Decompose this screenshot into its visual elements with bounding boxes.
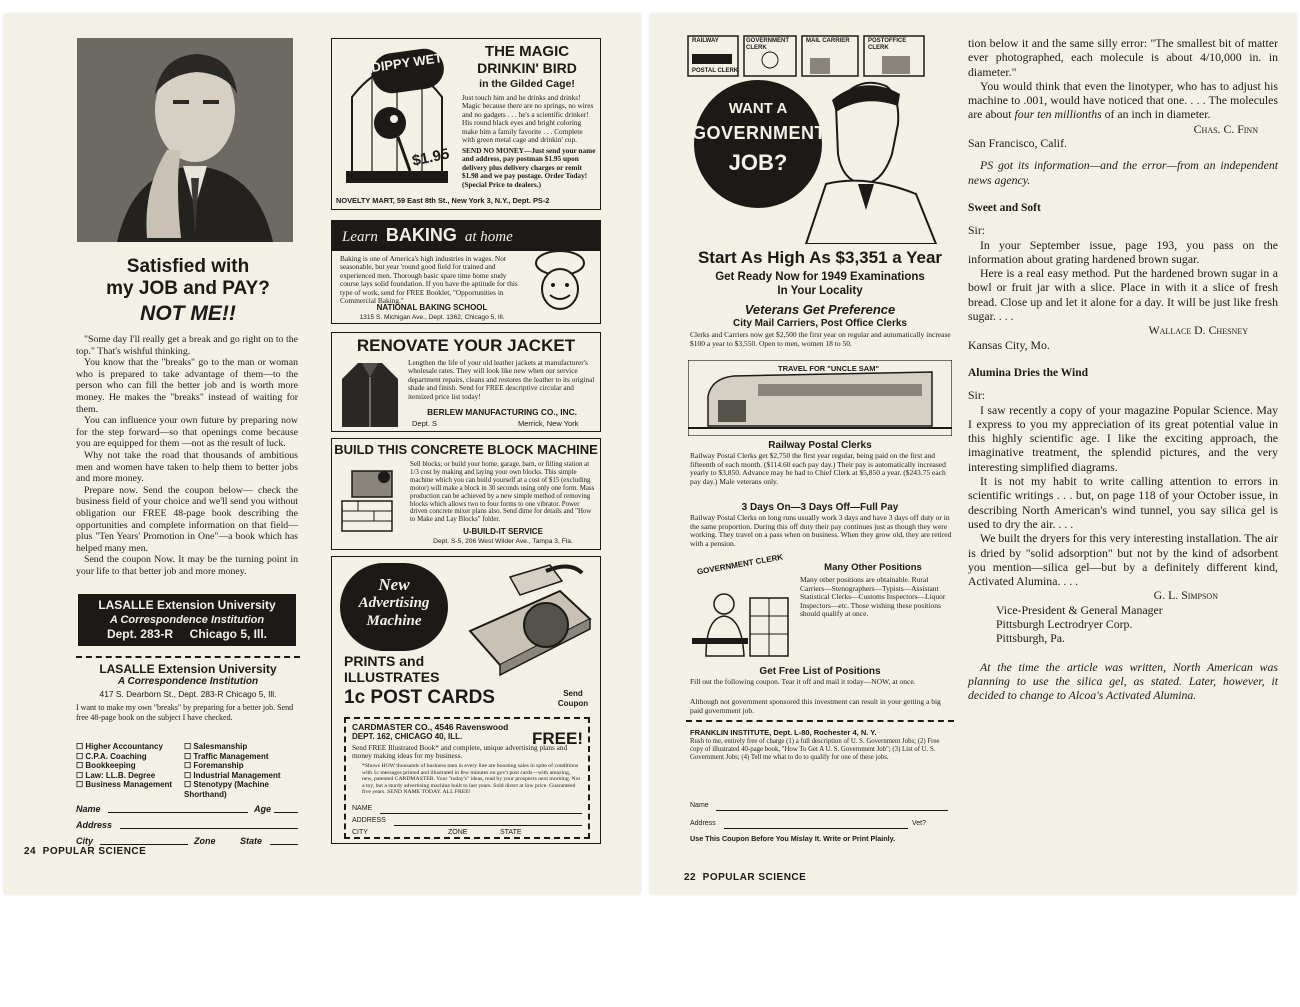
lasalle-para-5: Prepare now. Send the coupon below— check the business field of your choice and we'll send you without obligation our FREE 48-page book describing the opportunities and complete information on that field—plus "Ten Years' Promotion in One"—a book which has helped many men. <box>76 484 298 554</box>
gov-railway-text: Railway Postal Clerks get $2,750 the first year regular, being paid on the first and fifteenth of each month. ($114.60 each pay day.) Their pay is automatically increased yearly to $3,850. Advance may be had to Chief Clerk at $5,850 a year. ($243.75 each pay day.) Male veterans only. <box>690 451 946 486</box>
cm-city-row <box>352 829 584 836</box>
option-label: Higher Accountancy <box>85 742 163 751</box>
lasalle-banner <box>78 594 296 646</box>
finn-p2c: of an inch in diameter. <box>1101 107 1211 122</box>
chesney-location: Kansas City, Mo. <box>968 337 1050 352</box>
dippy-wet-badge: DIPPY WET <box>370 46 447 96</box>
option-label: Traffic Management <box>193 751 269 761</box>
lasalle-ad <box>74 14 306 854</box>
name-field[interactable] <box>108 812 248 813</box>
gov-get-free: Get Free List of Positions <box>759 666 881 677</box>
franklin-name-row <box>690 802 950 809</box>
bird-footer: NOVELTY MART, 59 East 8th St., New York 3, N.Y., Dept. PS-2 <box>336 196 550 205</box>
gov-label-postoffice: POSTOFFICE CLERK <box>868 38 907 51</box>
baking-word: BAKING <box>385 225 457 245</box>
cm-address-field[interactable] <box>394 825 582 826</box>
age-label: Age <box>254 804 272 814</box>
gov-city-mail: City Mail Carriers, Post Office Clerks <box>733 318 907 329</box>
franklin-use: Use This Coupon Before You Mislay It. Write or Print Plainly. <box>690 834 896 843</box>
cm-name-row <box>352 805 584 812</box>
postcards: 1c POST CARDS <box>344 687 495 708</box>
option-bookkeeping[interactable]: ☐ Bookkeeping <box>76 761 136 771</box>
new-adv-badge <box>340 563 448 651</box>
heading-alumina: Alumina Dries the Wind <box>968 366 1089 379</box>
cm-name-label: NAME <box>352 805 373 812</box>
jacket-company: BERLEW MANUFACTURING CO., INC. <box>427 407 577 417</box>
city-field[interactable] <box>100 844 188 845</box>
lasalle-city-row <box>76 836 300 847</box>
block-body: Sell blocks; or build your home, garage, barn, or filling station at 1/3 cost by making and laying your own blocks. This simple machine which you can build yourself at a cost of $15 (excluding motor) will make a block in 30 seconds using only one form. Mass production can be achieved by a new simple method of removing blocks which allows two to four forms to one vibrator. Power driven concrete mixer plans also. Send dime for details and "How to Make and Lay Blocks" folder. <box>410 461 595 524</box>
state-label: State <box>240 836 263 846</box>
badge-new: New <box>378 575 410 594</box>
cm-free: FREE! <box>532 729 583 748</box>
name-label: Name <box>76 804 101 814</box>
gov-government: GOVERNMENT <box>691 123 826 143</box>
cm-company: CARDMASTER CO., 4546 Ravenswood <box>352 722 509 732</box>
zone-label: Zone <box>194 836 216 846</box>
gov-clerk-badge: GOVERNMENT CLERK <box>696 552 784 577</box>
lasalle-para-6: Send the coupon Now. It may be the turning point in your life to that better job and more money. <box>76 554 298 577</box>
lasalle-coupon[interactable] <box>76 656 300 852</box>
gov-travel: TRAVEL FOR "UNCLE SAM" <box>778 364 880 373</box>
address-label: Address <box>76 820 113 830</box>
cm-zone-label: ZONE <box>448 829 468 836</box>
letters-column <box>968 36 1278 856</box>
option-industrial-management[interactable]: ☐ Industrial Management <box>184 770 281 780</box>
thinking-man-photo <box>77 38 293 242</box>
badge-advertising: Advertising <box>358 595 430 611</box>
gov-want: WANT A <box>728 100 788 117</box>
option-salesmanship[interactable]: ☐ Salesmanship <box>184 742 248 751</box>
gov-sub-2: In Your Locality <box>777 285 863 297</box>
address-field[interactable] <box>120 828 298 829</box>
option-label: Law: LL.B. Degree <box>85 770 156 780</box>
franklin-coupon[interactable] <box>686 720 954 846</box>
lasalle-coupon-addr: 417 S. Dearborn St., Dept. 283-R Chicago 5, Ill. <box>99 689 277 699</box>
simpson-title-2: Pittsburgh Lectrodryer Corp. <box>996 616 1133 631</box>
gov-headline: Start As High As $3,351 a Year <box>697 248 943 267</box>
jacket-city: Merrick, New York <box>518 419 579 428</box>
right-page <box>650 14 1296 894</box>
franklin-name-field[interactable] <box>716 810 948 811</box>
lasalle-para-2: You know that the "breaks" go to the man or woman who is prepared to take advantage of them—to the person who can fill the better job and is worth more money. He makes the "breaks" instead of waiting for them. <box>76 357 298 415</box>
baking-addr: 1315 S. Michigan Ave., Dept. 1362, Chicago 5, Ill. <box>359 314 505 321</box>
baking-at-home: at home <box>464 229 513 245</box>
simpson-p2: It is not my habit to write calling attention to errors in scientific writings . . . but, on page 118 of your October issue, in describing North American's wind tunnel, you say silica gel is used to dry the air. . . . <box>968 474 1278 531</box>
gov-job: JOB? <box>728 150 788 175</box>
finn-location: San Francisco, Calif. <box>968 136 1067 151</box>
option-label: C.P.A. Coaching <box>85 751 147 761</box>
franklin-address-field[interactable] <box>724 828 908 829</box>
finn-ps: PS got its information—and the error—from an independent news agency. <box>968 158 1278 187</box>
lasalle-banner-1: LASALLE Extension University <box>98 598 276 612</box>
adv-machine-ad <box>331 556 601 844</box>
cm-city-label: CITY <box>352 829 368 836</box>
printing-machine-illustration <box>450 561 596 679</box>
option-label: Salesmanship <box>193 742 248 751</box>
option-foremanship[interactable]: ☐ Foremanship <box>184 761 244 771</box>
state-field[interactable] <box>270 844 298 845</box>
jacket-dept: Dept. S <box>412 419 438 428</box>
finn-p2a: You would think that even the linotyper, who has to adjust his machine to .001, would have noticed that one. . . . The molecules are about <box>968 78 1278 122</box>
baking-header <box>332 221 600 251</box>
lasalle-headline-1: Satisfied with <box>126 256 250 277</box>
lasalle-body <box>76 334 298 577</box>
bird-send: SEND NO MONEY—Just send your name and address, pay postman $1.95 upon delivery plus delivery charges or remit $1.98 and we pay postage. Order Today! (Special Price to dealers.) <box>462 146 596 189</box>
lasalle-address-row <box>76 820 300 831</box>
option-label: Stenotypy (Machine Shorthand) <box>184 780 269 799</box>
lasalle-para-1: "Some day I'll really get a break and go right on to the top." That's wishful thinking. <box>76 334 298 357</box>
lasalle-coupon-title: LASALLE Extension University <box>99 662 277 676</box>
letter-finn <box>968 36 1278 187</box>
gov-label-clerk: GOVERNMENT CLERK <box>746 38 790 51</box>
baker-illustration <box>524 249 596 313</box>
block-ad <box>331 438 601 550</box>
simpson-p1: I saw recently a copy of your magazine Popular Science. May I express to you my appreciation of its great potential value in this highly scientific age. I like the exciting approach, the imaginative treatment, the splendid pictures, and the very interesting simplified diagrams. <box>968 402 1278 474</box>
cardmaster-coupon[interactable] <box>344 717 590 839</box>
send-1: Send <box>563 689 583 698</box>
bird-title-1: THE MAGIC <box>484 43 570 60</box>
gov-sub-1: Get Ready Now for 1949 Examinations <box>715 271 925 283</box>
simpson-signature: G. L. Simpson <box>1153 588 1218 603</box>
bird-price: $1.95 <box>410 145 451 170</box>
gov-veterans: Veterans Get Preference <box>744 302 896 317</box>
gov-city-text: Clerks and Carriers now get $2,500 the first year on regular and automatically increase $100 a year to $3,550. Open to men, women 18 to 50. <box>690 330 951 348</box>
option-label: Bookkeeping <box>85 761 136 771</box>
simpson-p3: We built the dryers for this very interesting installation. The air is dried by "solid adsorption" but not by the kind of adsorbent you mention—silica gel—but by a definitely different kind, Activated Alumina. . . . <box>968 531 1278 589</box>
lasalle-headline-3: NOT ME!! <box>140 302 236 325</box>
franklin-vet-label: Vet? <box>912 820 927 827</box>
letter-chesney <box>968 223 1278 352</box>
age-field[interactable] <box>274 812 298 813</box>
simpson-title-3: Pittsburgh, Pa. <box>996 631 1065 646</box>
chesney-p2: Here is a real easy method. Put the hardened brown sugar in a bowl or fruit jar with a slice. Place in with it a slice of fresh bread. Close up and let it alone for a day. It will be just like fresh sugar. . . . <box>968 266 1278 324</box>
options-left <box>76 742 180 790</box>
prints-2: ILLUSTRATES <box>344 669 440 685</box>
cm-note: *Shows HOW thousands of business men in every line are boosting sales in spite of conditions with 1c messages printed and illustrated in few minutes on gov't post cards—with amazing, new, patented CARDMASTER. Your "today's" ideas, read by your prospects next morning. Not a toy, but a sturdy advertising machine built to last years. Sold direct at low price. Guaranteed five years. SEND NAME TODAY. ALL FREE! <box>362 763 581 796</box>
lasalle-coupon-sub: A Correspondence Institution <box>117 676 259 687</box>
option-higher-accountancy[interactable]: ☐ Higher Accountancy <box>76 742 163 751</box>
cm-state-label: STATE <box>500 829 522 836</box>
gov-label-railway: RAILWAY <box>692 38 719 44</box>
cm-address-row <box>352 817 584 824</box>
gov-job-ad <box>686 34 954 864</box>
finn-p1: tion below it and the same silly error: "The smallest bit of matter ever photographed, each molecule is about 4/10,000 in. in diameter." <box>968 36 1278 79</box>
finn-p2b: four ten millionths <box>1014 107 1102 122</box>
gov-label-mail: MAIL CARRIER <box>806 38 850 44</box>
letter-simpson <box>968 388 1278 702</box>
option-traffic-management[interactable]: ☐ Traffic Management <box>184 751 269 761</box>
block-machine-illustration <box>338 461 404 533</box>
lasalle-coupon-text: I want to make my own "breaks" by preparing for a better job. Send free 48-page book on the subject I have checked. <box>76 703 294 722</box>
ads-column <box>331 38 601 844</box>
baking-body: Baking is one of America's high industries in wages. Not seasonable, but year 'round good field for trained and experienced men. Thorough basic spare time home study course lays solid foundation. If you have the aptitude for this type of work, send for FREE Booklet, "Opportunities in Commercial Baking." <box>340 254 518 306</box>
baking-learn: Learn <box>342 229 378 245</box>
gov-many: Many Other Positions <box>824 562 922 573</box>
bird-ad <box>331 38 601 210</box>
lasalle-name-row <box>76 804 300 815</box>
lasalle-para-4: Why not take the road that thousands of ambitious men and women have taken to help them to better jobs and more money. <box>76 449 298 485</box>
finn-signature: Chas. C. Finn <box>1193 121 1258 136</box>
badge-machine: Machine <box>366 613 422 629</box>
lasalle-headline-2: my JOB and PAY? <box>106 278 270 299</box>
option-stenotypy[interactable]: ☐ Stenotypy (Machine Shorthand) <box>184 780 269 799</box>
city-label: City <box>76 836 94 846</box>
chesney-p1: In your September issue, page 193, you pass on the information about grating hardened brown sugar. <box>968 237 1278 266</box>
heading-sweet-and-soft: Sweet and Soft <box>968 201 1041 214</box>
option-business-management[interactable]: ☐ Business Management <box>76 780 173 790</box>
option-cpa-coaching[interactable]: ☐ C.P.A. Coaching <box>76 751 147 761</box>
simpson-title-1: Vice-President & General Manager <box>996 602 1163 617</box>
jacket-body: Lengthen the life of your old leather jackets at manufacturer's wholesale rates. They will look like new when our service department repairs, cleans and restores the leather to its original shade and finish. Send for FREE descriptive circular and itemized price list today! <box>408 358 595 401</box>
franklin-text: Rush to me, entirely free of charge (1) a full description of U. S. Government Jobs; (2) Free copy of illustrated 40-page book, "How To Get A U. S. Government Job"; (3) List of U. S. Government Jobs; (4) Tell me what to do to qualify for one of these jobs. <box>690 738 940 761</box>
chesney-sir: Sir: <box>968 223 986 238</box>
option-label: Business Management <box>85 780 173 790</box>
option-label: Foremanship <box>193 761 244 771</box>
gov-many-text: Many other positions are obtainable. Rural Carriers—Stenographers—Typists—Assistant Statistical Clerks—Customs Inspectors—Liquor Inspectors—etc. Those wishing these positions should qualify at once. <box>800 575 946 619</box>
leather-jacket-illustration <box>338 359 402 429</box>
left-page <box>4 14 640 894</box>
simpson-sir: Sir: <box>968 388 986 403</box>
franklin-address-label: Address <box>690 820 716 827</box>
lasalle-banner-2: A Correspondence Institution <box>109 614 265 626</box>
options-right <box>184 742 300 800</box>
bird-body: Just touch him and he drinks and drinks! Magic because there are no springs, no wires and no gadgets . . . he's a scientific drinker! His round black eyes and bright coloring make him a family favorite . . . Complete with green metal cage and drinkin' cup. <box>462 93 594 145</box>
gov-railway: Railway Postal Clerks <box>768 440 872 451</box>
cm-dept: DEPT. 162, CHICAGO 40, ILL. <box>352 732 463 741</box>
baking-ad <box>331 220 601 324</box>
finn-p2 <box>968 79 1278 122</box>
gov-days-text: Railway Postal Clerks on long runs usually work 3 days and have 3 days off duty or in the same proportion. During this off duty their pay continues just as though they were working. They travel on a pass when on business. When they grow old, they are retired with a pension. <box>690 513 952 548</box>
cm-address-label: ADDRESS <box>352 817 386 824</box>
chesney-signature: Wallace D. Chesney <box>1148 323 1248 338</box>
lasalle-banner-3: Dept. 283-R Chicago 5, Ill. <box>106 627 268 641</box>
prints-1: PRINTS and <box>344 653 425 669</box>
cm-body: Send FREE Illustrated Book* and complete, unique advertising plans and money making ideas for my business. <box>352 743 568 761</box>
gov-get-free-text: Fill out the following coupon. Tear it off and mail it today—NOW, at once. <box>690 677 916 686</box>
editor-note: At the time the article was written, North American was planning to use the silica gel, as stated. Later, however, it decided to change to Alcoa's Activated Alumina. <box>968 659 1278 703</box>
jacket-ad <box>331 332 601 432</box>
cm-name-field[interactable] <box>380 813 582 814</box>
send-2: Coupon <box>557 699 589 708</box>
left-footer: 24 POPULAR SCIENCE <box>24 846 147 857</box>
jacket-title: RENOVATE YOUR JACKET <box>356 336 576 355</box>
franklin-address-row <box>690 820 950 827</box>
bird-title-2: DRINKIN' BIRD <box>477 60 577 76</box>
baking-school: NATIONAL BAKING SCHOOL <box>376 303 488 312</box>
block-title: BUILD THIS CONCRETE BLOCK MACHINE <box>334 442 598 457</box>
franklin-head: FRANKLIN INSTITUTE, Dept. L-80, Rochester 4, N. Y. <box>690 728 877 737</box>
lasalle-para-3: You can influence your own future by preparing now for the step forward—so that openings come because you are equipped for them —not as the result of luck. <box>76 415 298 450</box>
gov-although: Although not government sponsored this investment can result in your getting a big paid government job. <box>690 697 941 715</box>
block-addr: Dept. S-5, 206 West Wilder Ave., Tampa 3, Fla. <box>433 538 573 545</box>
option-law[interactable]: ☐ Law: LL.B. Degree <box>76 770 156 780</box>
option-label: Industrial Management <box>193 770 281 780</box>
franklin-name-label: Name <box>690 802 709 809</box>
gov-label-postal: POSTAL CLERK <box>692 68 739 74</box>
bird-title-3: in the Gilded Cage! <box>479 78 575 90</box>
block-company: U-BUILD-IT SERVICE <box>463 527 543 536</box>
gov-days: 3 Days On—3 Days Off—Full Pay <box>741 502 899 513</box>
right-footer: 22 POPULAR SCIENCE <box>684 872 807 883</box>
